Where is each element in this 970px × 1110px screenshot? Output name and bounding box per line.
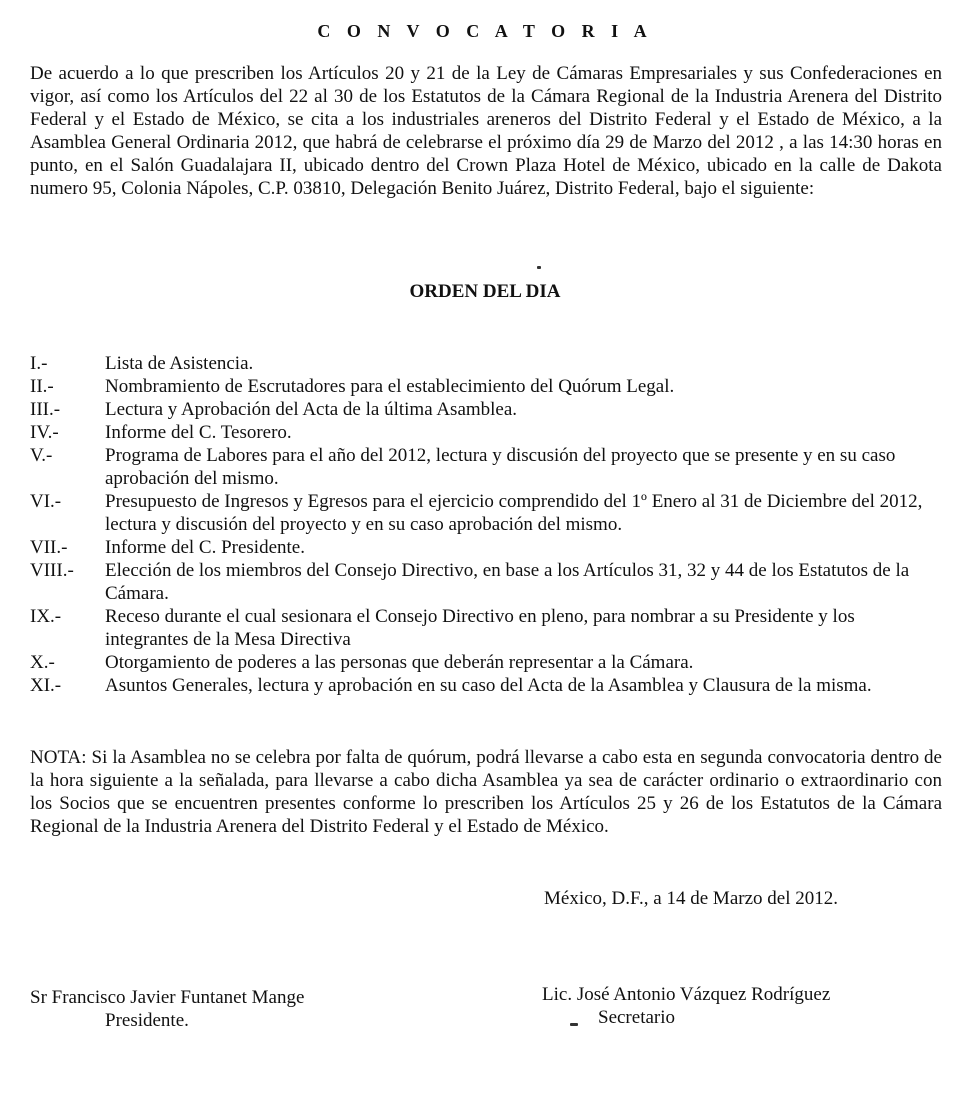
agenda-item [30, 375, 930, 398]
agenda-list [30, 352, 930, 697]
agenda-item-text: Lista de Asistencia. [105, 353, 254, 374]
agenda-item [30, 490, 930, 536]
agenda-item-text: Elección de los miembros del Consejo Directivo, en base a los Artículos 31, 32 y 44 de los Estatutos de la Cámara. [105, 560, 910, 604]
signer-name: Sr Francisco Javier Funtanet Mange [30, 987, 305, 1008]
agenda-item-text: Receso durante el cual sesionara el Consejo Directivo en pleno, para nombrar a su Presidente y los integrantes de la Mesa Directiva [105, 606, 855, 650]
signer-role: Presidente. [105, 1010, 189, 1031]
agenda-item [30, 536, 930, 559]
signature-block-president [30, 986, 330, 1032]
agenda-item-number: II.- [30, 376, 54, 397]
agenda-title: ORDEN DEL DIA [409, 281, 561, 302]
agenda-item [30, 559, 930, 605]
agenda-item-text: Asuntos Generales, lectura y aprobación en su caso del Acta de la Asamblea y Clausura de la misma. [105, 675, 872, 696]
agenda-item-text: Programa de Labores para el año del 2012, lectura y discusión del proyecto que se presente y en su caso aprobación del mismo. [105, 445, 896, 489]
agenda-item-text: Nombramiento de Escrutadores para el establecimiento del Quórum Legal. [105, 376, 675, 397]
agenda-item-number: VI.- [30, 491, 62, 512]
document-title: C O N V O C A T O R I A [317, 21, 653, 41]
agenda-item-number: IX.- [30, 606, 62, 627]
agenda-item-number: VIII.- [30, 560, 74, 581]
agenda-item-text: Lectura y Aprobación del Acta de la última Asamblea. [105, 399, 518, 420]
agenda-item-number: IV.- [30, 422, 59, 443]
scan-speck [537, 266, 541, 269]
scan-speck [570, 1023, 578, 1026]
agenda-item [30, 421, 930, 444]
agenda-item-number: V.- [30, 445, 53, 466]
agenda-item-text: Presupuesto de Ingresos y Egresos para el ejercicio comprendido del 1º Enero al 31 de Diciembre del 2012, lectura y discusión del proyecto y en su caso aprobación del mismo. [105, 491, 923, 535]
agenda-item-number: I.- [30, 353, 48, 374]
agenda-item-text: Informe del C. Presidente. [105, 537, 305, 558]
agenda-item [30, 651, 930, 674]
agenda-item-number: X.- [30, 652, 55, 673]
intro-paragraph: De acuerdo a lo que prescriben los Artículos 20 y 21 de la Ley de Cámaras Empresariales y sus Confederaciones en vigor, así como los Artículos del 22 al 30 de los Estatutos de la Cámara Regional de la Industria Arenera del Distrito Federal y el Estado de México, se cita a los industriales areneros del Distrito Federal y el Estado de México, a la Asamblea General Ordinaria 2012, que habrá de celebrarse el próximo día 29 de Marzo del 2012 , a las 14:30 horas en punto, en el Salón Guadalajara II, ubicado dentro del Crown Plaza Hotel de México, ubicado en la calle de Dakota numero 95, Colonia Nápoles, C.P. 03810, Delegación Benito Juárez, Distrito Federal, bajo el siguiente: [30, 63, 942, 199]
nota-paragraph: NOTA: Si la Asamblea no se celebra por falta de quórum, podrá llevarse a cabo esta en segunda convocatoria dentro de la hora siguiente a la señalada, para llevarse a cabo dicha Asamblea ya sea de carácter ordinario o extraordinario con los Socios que se encuentren presentes conforme lo prescriben los Artículos 25 y 26 de los Estatutos de la Cámara Regional de la Industria Arenera del Distrito Federal y el Estado de México. [30, 747, 942, 837]
agenda-item-number: XI.- [30, 675, 62, 696]
agenda-item [30, 674, 930, 697]
signature-block-secretary [542, 983, 872, 1029]
agenda-item-text: Otorgamiento de poderes a las personas que deberán representar a la Cámara. [105, 652, 694, 673]
agenda-item [30, 605, 930, 651]
signer-name: Lic. José Antonio Vázquez Rodríguez [542, 984, 831, 1005]
agenda-item [30, 352, 930, 375]
agenda-item-number: VII.- [30, 537, 68, 558]
agenda-item-number: III.- [30, 399, 61, 420]
agenda-item [30, 444, 930, 490]
signer-role: Secretario [598, 1007, 676, 1028]
place-and-date: México, D.F., a 14 de Marzo del 2012. [544, 888, 838, 909]
agenda-item-text: Informe del C. Tesorero. [105, 422, 292, 443]
agenda-item [30, 398, 930, 421]
